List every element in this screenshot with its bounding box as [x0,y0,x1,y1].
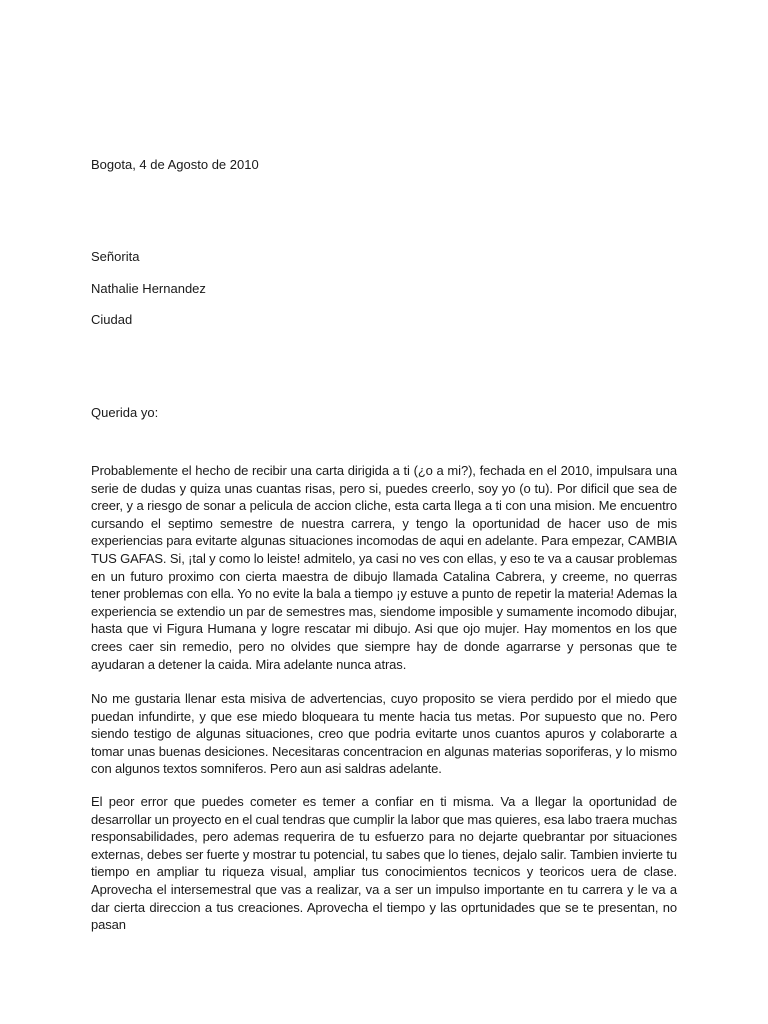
letter-paragraph: Probablemente el hecho de recibir una carta dirigida a ti (¿o a mi?), fechada en el 2010, impulsara una serie de dudas y quiza unas cuantas risas, pero si, puedes creerlo, soy yo (o tu). Por dificil que sea de creer, y a riesgo de sonar a pelicula de accion cliche, esta carta llega a ti con una mision. Me encuentro cursando el septimo semestre de nuestra carrera, y tengo la oportunidad de hacer uso de mis experiencias para evitarte algunas situaciones incomodas de aqui en adelante. Para empezar, CAMBIA TUS GAFAS. Si, ¡tal y como lo leiste! admitelo, ya casi no ves con ellas, y eso te va a causar problemas en un futuro proximo con cierta maestra de dibujo llamada Catalina Cabrera, y creeme, no querras tener problemas con ella. Yo no evite la bala a tiempo ¡y estuve a punto de repetir la materia! Ademas la experiencia se extendio un par de semestres mas, siendome imposible y sumamente incomodo dibujar, hasta que vi Figura Humana y logre rescatar mi dibujo. Asi que ojo mujer. Hay momentos en los que crees caer sin remedio, pero no olvides que siempre hay de donde agarrarse y personas que te ayudaran a detener la caida. Mira adelante nunca atras. [91,463,677,672]
letter-paragraph: No me gustaria llenar esta misiva de advertencias, cuyo proposito se viera perdido por el miedo que puedan infundirte, y que ese miedo bloqueara tu mente hacia tus metas. Por supuesto que no. Pero siendo testigo de algunas situaciones, creo que podria evitarte unos cuantos apuros y colaborarte a tomar unas buenas desiciones. Necesitaras concentracion en algunas materias soporiferas, y lo mismo con algunos textos somniferos. Pero aun asi saldras adelante. [91,691,677,777]
letter-recipient: Nathalie Hernandez [91,281,206,296]
letter-salutation: Señorita [91,249,140,264]
letter-greeting: Querida yo: [91,405,159,420]
letter-paragraph: El peor error que puedes cometer es temer a confiar en ti misma. Va a llegar la oportunidad de desarrollar un proyecto en el cual tendras que cumplir la labor que mas quieres, esa labo traera muchas responsabilidades, pero ademas requerira de tu esfuerzo para no dejarte quebrantar por situaciones externas, debes ser fuerte y mostrar tu potencial, tu sabes que lo tienes, dejalo salir. Tambien invierte tu tiempo en ampliar tu riqueza visual, ampliar tus conocimientos tecnicos y teoricos uera de clase. Aprovecha el intersemestral que vas a realizar, va a ser un impulso importante en tu carrera y le va a dar cierta direccion a tus creaciones. Aprovecha el tiempo y las oprtunidades que se te presentan, no pasan [91,794,677,933]
letter-date: Bogota, 4 de Agosto de 2010 [91,157,259,172]
letter-city: Ciudad [91,312,133,327]
